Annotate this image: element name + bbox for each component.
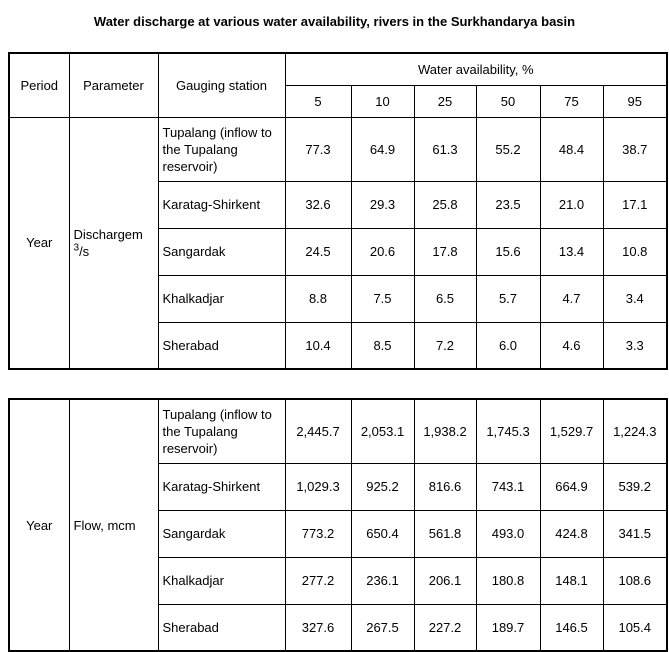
header-percent-5: 5 bbox=[285, 85, 351, 117]
cell-value: 48.4 bbox=[540, 117, 603, 181]
cell-value: 424.8 bbox=[540, 510, 603, 557]
page-title: Water discharge at various water availability, rivers in the Surkhandarya basin bbox=[93, 14, 576, 29]
cell-value: 925.2 bbox=[351, 463, 414, 510]
period-value: Year bbox=[9, 399, 69, 651]
cell-value: 8.5 bbox=[351, 322, 414, 369]
cell-value: 650.4 bbox=[351, 510, 414, 557]
discharge-table bbox=[8, 52, 668, 370]
cell-value: 146.5 bbox=[540, 604, 603, 651]
cell-value: 61.3 bbox=[414, 117, 476, 181]
station-name: Khalkadjar bbox=[158, 275, 285, 322]
cell-value: 189.7 bbox=[476, 604, 540, 651]
cell-value: 20.6 bbox=[351, 228, 414, 275]
table-row bbox=[9, 117, 667, 181]
cell-value: 77.3 bbox=[285, 117, 351, 181]
cell-value: 8.8 bbox=[285, 275, 351, 322]
cell-value: 2,053.1 bbox=[351, 399, 414, 463]
cell-value: 38.7 bbox=[603, 117, 667, 181]
cell-value: 32.6 bbox=[285, 181, 351, 228]
cell-value: 1,224.3 bbox=[603, 399, 667, 463]
cell-value: 816.6 bbox=[414, 463, 476, 510]
parameter-text: Dischargem bbox=[73, 226, 143, 242]
header-percent-50: 50 bbox=[476, 85, 540, 117]
cell-value: 64.9 bbox=[351, 117, 414, 181]
cell-value: 341.5 bbox=[603, 510, 667, 557]
cell-value: 7.2 bbox=[414, 322, 476, 369]
header-gauging-station: Gauging station bbox=[158, 53, 285, 117]
parameter-value: Flow, mcm bbox=[69, 399, 158, 651]
header-period: Period bbox=[9, 53, 69, 117]
header-percent-95: 95 bbox=[603, 85, 667, 117]
cell-value: 3.4 bbox=[603, 275, 667, 322]
header-water-availability: Water availability, % bbox=[285, 53, 667, 85]
header-parameter: Parameter bbox=[69, 53, 158, 117]
cell-value: 15.6 bbox=[476, 228, 540, 275]
station-name: Karatag-Shirkent bbox=[158, 181, 285, 228]
station-name: Sherabad bbox=[158, 322, 285, 369]
cell-value: 25.8 bbox=[414, 181, 476, 228]
period-value: Year bbox=[9, 117, 69, 369]
cell-value: 277.2 bbox=[285, 557, 351, 604]
cell-value: 1,529.7 bbox=[540, 399, 603, 463]
station-name: Sangardak bbox=[158, 510, 285, 557]
cell-value: 5.7 bbox=[476, 275, 540, 322]
cell-value: 4.7 bbox=[540, 275, 603, 322]
header-percent-10: 10 bbox=[351, 85, 414, 117]
cell-value: 773.2 bbox=[285, 510, 351, 557]
parameter-superscript: 3 bbox=[73, 242, 80, 254]
station-name: Khalkadjar bbox=[158, 557, 285, 604]
cell-value: 10.8 bbox=[603, 228, 667, 275]
station-name: Karatag-Shirkent bbox=[158, 463, 285, 510]
cell-value: 236.1 bbox=[351, 557, 414, 604]
cell-value: 664.9 bbox=[540, 463, 603, 510]
cell-value: 327.6 bbox=[285, 604, 351, 651]
table-row bbox=[9, 399, 667, 463]
header-row-availability bbox=[9, 53, 667, 85]
cell-value: 3.3 bbox=[603, 322, 667, 369]
cell-value: 10.4 bbox=[285, 322, 351, 369]
cell-value: 539.2 bbox=[603, 463, 667, 510]
parameter-value bbox=[69, 117, 158, 369]
cell-value: 206.1 bbox=[414, 557, 476, 604]
cell-value: 561.8 bbox=[414, 510, 476, 557]
cell-value: 13.4 bbox=[540, 228, 603, 275]
cell-value: 6.5 bbox=[414, 275, 476, 322]
cell-value: 17.1 bbox=[603, 181, 667, 228]
station-name: Sangardak bbox=[158, 228, 285, 275]
header-percent-75: 75 bbox=[540, 85, 603, 117]
cell-value: 1,029.3 bbox=[285, 463, 351, 510]
cell-value: 180.8 bbox=[476, 557, 540, 604]
cell-value: 108.6 bbox=[603, 557, 667, 604]
parameter-unit: /s bbox=[79, 243, 90, 259]
station-name: Tupalang (inflow to the Tupalang reservoir) bbox=[158, 399, 285, 463]
cell-value: 4.6 bbox=[540, 322, 603, 369]
cell-value: 6.0 bbox=[476, 322, 540, 369]
cell-value: 55.2 bbox=[476, 117, 540, 181]
cell-value: 227.2 bbox=[414, 604, 476, 651]
cell-value: 2,445.7 bbox=[285, 399, 351, 463]
cell-value: 105.4 bbox=[603, 604, 667, 651]
cell-value: 743.1 bbox=[476, 463, 540, 510]
cell-value: 23.5 bbox=[476, 181, 540, 228]
cell-value: 21.0 bbox=[540, 181, 603, 228]
cell-value: 1,938.2 bbox=[414, 399, 476, 463]
cell-value: 29.3 bbox=[351, 181, 414, 228]
cell-value: 7.5 bbox=[351, 275, 414, 322]
cell-value: 1,745.3 bbox=[476, 399, 540, 463]
flow-table bbox=[8, 398, 668, 652]
cell-value: 148.1 bbox=[540, 557, 603, 604]
header-percent-25: 25 bbox=[414, 85, 476, 117]
cell-value: 267.5 bbox=[351, 604, 414, 651]
station-name: Sherabad bbox=[158, 604, 285, 651]
cell-value: 493.0 bbox=[476, 510, 540, 557]
cell-value: 17.8 bbox=[414, 228, 476, 275]
cell-value: 24.5 bbox=[285, 228, 351, 275]
station-name: Tupalang (inflow to the Tupalang reservoir) bbox=[158, 117, 285, 181]
